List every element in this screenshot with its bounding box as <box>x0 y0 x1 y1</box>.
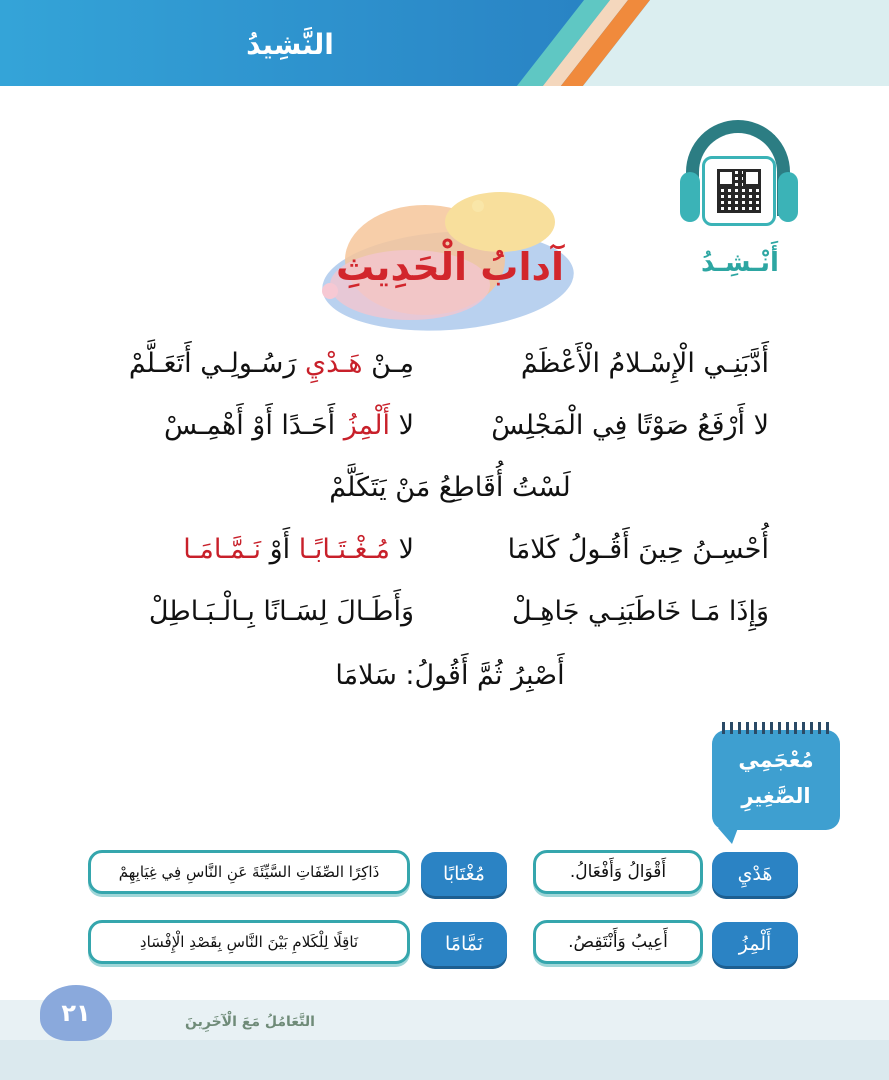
dictionary-badge <box>712 730 840 830</box>
verse-line-1-right: أَدَّبَنِـي الْإِسْـلامُ الْأَعْظَمْ <box>520 348 769 379</box>
headphone-ear-right <box>778 172 798 222</box>
verse-line-4-left: لا مُـغْـتَـابًـا أَوْ نَـمَّـامَـا <box>183 534 414 565</box>
dictionary-title-line-2: الصَّغِيرِ <box>741 784 811 808</box>
dictionary-meaning: نَاقِلًا لِلْكَلامِ بَيْنَ النَّاسِ بِقَصْدِ الْإِفْسَادِ <box>88 920 410 964</box>
footer-band <box>0 1040 889 1080</box>
page-header <box>0 0 889 86</box>
dictionary-word: أَلْمِزُ <box>712 922 798 966</box>
unit-title: التَّعَامُلُ مَعَ الْآخَرِينَ <box>185 1014 315 1030</box>
verse-line-5-left: وَأَطَـالَ لِسَـانًا بِـالْـبَـاطِلْ <box>148 596 414 627</box>
highlight-word: هَـدْيِ <box>305 348 363 379</box>
dictionary-meaning: أَعِيبُ وَأَنْتَقِصُ. <box>533 920 703 964</box>
dictionary-title-line-1: مُعْجَمِي <box>738 748 814 772</box>
verse-line-1-left: مِـنْ هَـدْيِ رَسُـولِـي أَتَعَـلَّمْ <box>128 348 414 379</box>
recite-label: أَنْـشِـدُ <box>701 248 779 278</box>
highlight-word: مُـغْـتَـابًـا <box>298 534 391 565</box>
verse-line-2-right: لا أَرْفَعُ صَوْتًا فِي الْمَجْلِسْ <box>491 410 769 441</box>
dictionary-word: مُغْتَابًا <box>421 852 507 896</box>
qr-code-card[interactable] <box>702 156 776 226</box>
headphones-qr-icon[interactable] <box>680 118 798 238</box>
qr-code-icon[interactable] <box>717 169 761 213</box>
dictionary-meaning: أَقْوَالُ وَأَفْعَالُ. <box>533 850 703 894</box>
section-title: النَّشِيدُ <box>246 28 334 61</box>
verse-line-3: لَسْتُ أُقَاطِعُ مَنْ يَتَكَلَّمْ <box>329 472 571 503</box>
verse-line-6: أَصْبِرُ ثُمَّ أَقُولُ: سَلامَا <box>335 660 565 691</box>
dictionary-word: نَمَّامًا <box>421 922 507 966</box>
page-number: ٢١ <box>40 985 112 1041</box>
title-blob <box>445 192 555 252</box>
verse-line-5-right: وَإِذَا مَـا خَاطَبَنِـي جَاهِـلْ <box>511 596 769 627</box>
notebook-rings <box>722 722 832 734</box>
highlight-word: أَلْمِزُ <box>343 410 391 441</box>
verse-line-4-right: أُحْسِـنُ حِينَ أَقُـولُ كَلامَا <box>507 534 769 565</box>
verse-line-2-left: لا أَلْمِزُ أَحَـدًا أَوْ أَهْمِـسْ <box>164 410 414 441</box>
headphone-ear-left <box>680 172 700 222</box>
highlight-word: نَـمَّـامَـا <box>183 534 262 565</box>
poem-title: آدابُ الْحَدِيثِ <box>335 245 565 289</box>
decor-dot <box>472 200 484 212</box>
dictionary-meaning: ذَاكِرًا الصِّفَاتِ السَّيِّئَةَ عَنِ النَّاسِ فِي غِيَابِهِمْ <box>88 850 410 894</box>
dictionary-word: هَدْيِ <box>712 852 798 896</box>
